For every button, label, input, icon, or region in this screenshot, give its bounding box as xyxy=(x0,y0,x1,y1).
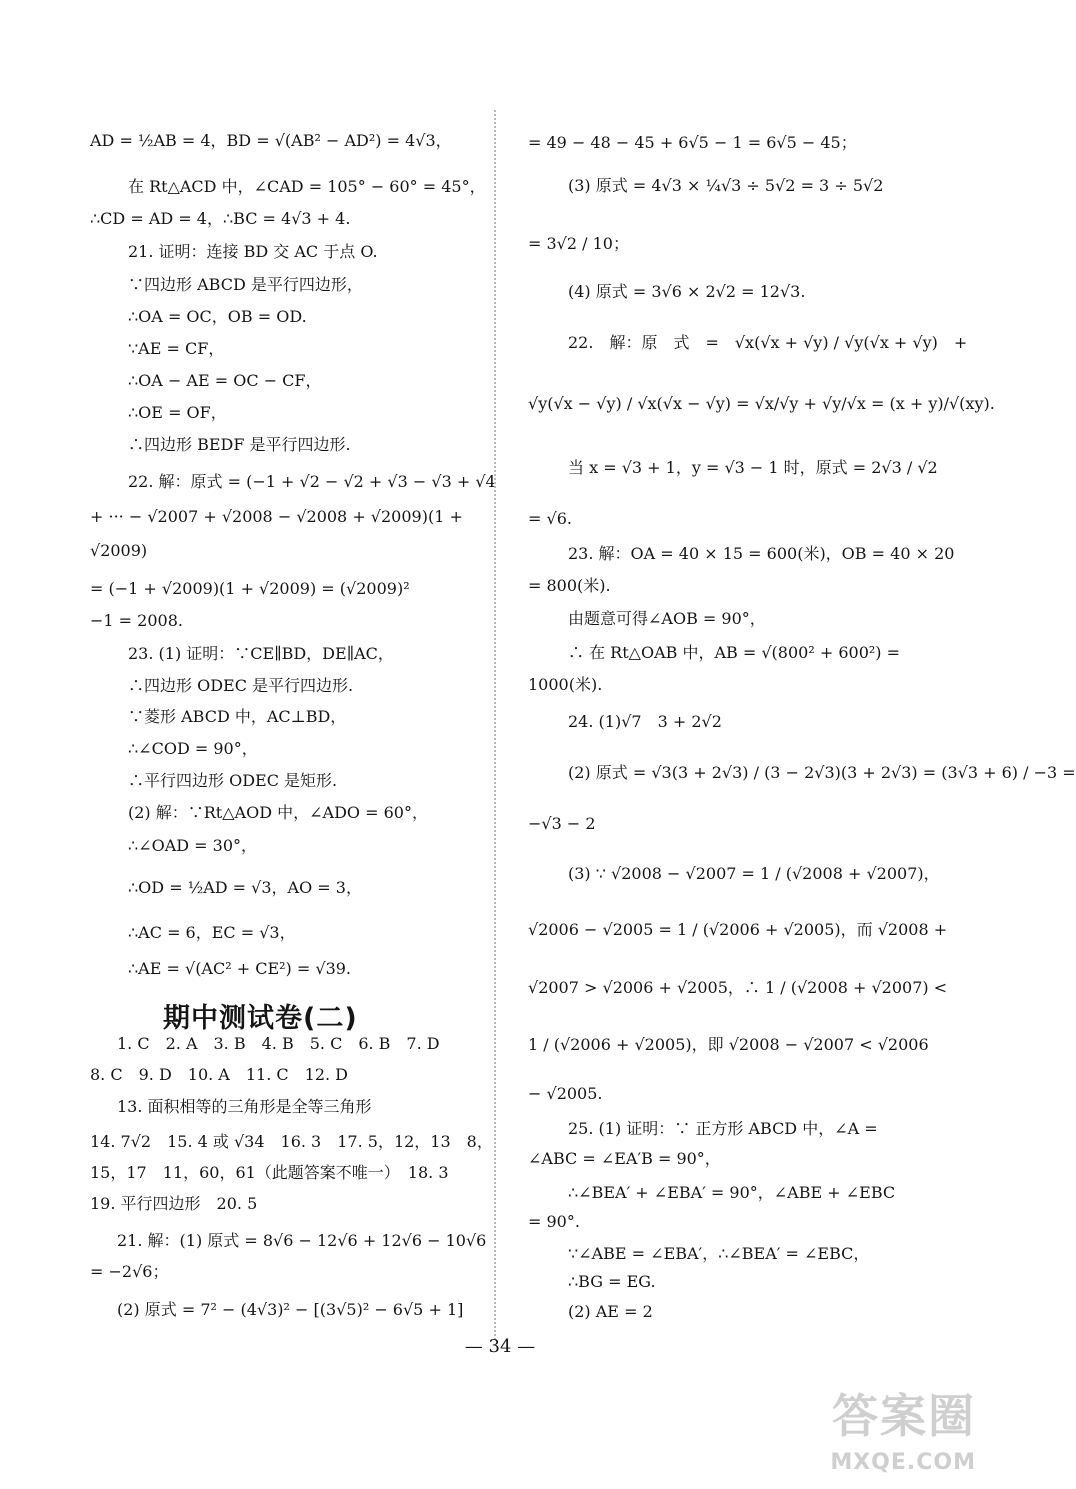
right-line-12: ∴ 在 Rt△OAB 中，AB = √(800² + 600²) = xyxy=(568,643,901,662)
left-line-24: ∴AC = 6，EC = √3， xyxy=(128,923,296,942)
left-line-1: AD = ½AB = 4，BD = √(AB² − AD²) = 4√3， xyxy=(90,131,452,150)
left-line-17: ∴四边形 ODEC 是平行四边形. xyxy=(128,676,354,695)
left-line-14: = (−1 + √2009)(1 + √2009) = (√2009)² xyxy=(90,579,410,598)
right-line-14: 24. (1)√7 3 + 2√2 xyxy=(568,712,722,731)
right-line-18: √2006 − √2005 = 1 / (√2006 + √2005)，而 √2008 + xyxy=(528,920,948,939)
left-line-9: ∴OE = OF， xyxy=(128,403,227,422)
right-line-19: √2007 > √2006 + √2005，∴ 1 / (√2008 + √2007) < xyxy=(528,978,948,997)
left-line-7: ∵AE = CF， xyxy=(128,339,225,358)
answers-line-4: 14. 7√2 15. 4 或 √34 16. 3 17. 5，12，13 8， xyxy=(90,1132,493,1151)
left-line-20: ∴平行四边形 ODEC 是矩形. xyxy=(128,771,338,790)
left-line-6: ∴OA = OC，OB = OD. xyxy=(128,307,307,326)
answers-line-1: 1. C 2. A 3. B 4. B 5. C 6. B 7. D xyxy=(117,1034,440,1053)
right-line-1: = 49 − 48 − 45 + 6√5 − 1 = 6√5 − 45； xyxy=(528,133,857,152)
answers-line-6: 19. 平行四边形 20. 5 xyxy=(90,1194,258,1213)
left-line-15: −1 = 2008. xyxy=(90,611,183,630)
left-line-3: ∴CD = AD = 4，∴BC = 4√3 + 4. xyxy=(90,209,351,228)
right-line-2: (3) 原式 = 4√3 × ¼√3 ÷ 5√2 = 3 ÷ 5√2 xyxy=(568,176,884,195)
left-line-11: 22. 解：原式 = (−1 + √2 − √2 + √3 − √3 + √4 xyxy=(128,472,496,491)
left-line-25: ∴AE = √(AC² + CE²) = √39. xyxy=(128,959,352,978)
right-line-28: (2) AE = 2 xyxy=(568,1302,653,1321)
right-line-9: 23. 解：OA = 40 × 15 = 600(米)，OB = 40 × 20 xyxy=(568,544,955,563)
left-line-16: 23. (1) 证明：∵CE∥BD，DE∥AC， xyxy=(128,644,394,663)
right-line-24: ∴∠BEA′ + ∠EBA′ = 90°，∠ABE + ∠EBC xyxy=(568,1183,896,1202)
right-line-6: √y(√x − √y) / √x(√x − √y) = √x/√y + √y/√x = (x + y)/√(xy). xyxy=(528,394,995,413)
right-line-3: = 3√2 / 10； xyxy=(528,234,629,253)
right-line-16: −√3 − 2 xyxy=(528,814,596,833)
right-line-10: = 800(米). xyxy=(528,576,611,595)
answers-line-2: 8. C 9. D 10. A 11. C 12. D xyxy=(90,1065,348,1084)
column-divider xyxy=(494,110,496,1340)
answers-line-3: 13. 面积相等的三角形是全等三角形 xyxy=(117,1097,372,1116)
right-line-27: ∴BG = EG. xyxy=(568,1272,656,1291)
right-line-23: ∠ABC = ∠EA′B = 90°， xyxy=(528,1149,721,1168)
watermark-logo xyxy=(791,1380,976,1475)
answers-line-9: (2) 原式 = 7² − (4√3)² − [(3√5)² − 6√5 + 1] xyxy=(117,1300,464,1319)
left-line-4: 21. 证明：连接 BD 交 AC 于点 O. xyxy=(128,242,378,261)
left-line-19: ∴∠COD = 90°， xyxy=(128,739,258,758)
left-line-8: ∴OA − AE = OC − CF， xyxy=(128,371,322,390)
answers-line-8: = −2√6； xyxy=(90,1262,169,1281)
left-line-12: + ··· − √2007 + √2008 − √2008 + √2009)(1 + xyxy=(90,507,463,526)
right-line-20: 1 / (√2006 + √2005)，即 √2008 − √2007 < √2006 xyxy=(528,1035,929,1054)
right-line-4: (4) 原式 = 3√6 × 2√2 = 12√3. xyxy=(568,282,806,301)
left-line-2: 在 Rt△ACD 中，∠CAD = 105° − 60° = 45°， xyxy=(128,177,486,196)
right-line-22: 25. (1) 证明：∵ 正方形 ABCD 中，∠A = xyxy=(568,1119,878,1138)
right-line-21: − √2005. xyxy=(528,1084,603,1103)
right-line-5: 22. 解：原 式 = √x(√x + √y) / √y(√x + √y) + xyxy=(568,333,968,352)
left-line-22: ∴∠OAD = 30°， xyxy=(128,836,258,855)
right-line-13: 1000(米). xyxy=(528,675,603,694)
left-line-10: ∴四边形 BEDF 是平行四边形. xyxy=(128,435,351,454)
left-line-21: (2) 解：∵Rt△AOD 中，∠ADO = 60°， xyxy=(128,803,428,822)
right-line-17: (3) ∵ √2008 − √2007 = 1 / (√2008 + √2007)， xyxy=(568,864,940,883)
answers-line-7: 21. 解：(1) 原式 = 8√6 − 12√6 + 12√6 − 10√6 xyxy=(117,1231,487,1250)
watermark-url: MXQE.COM xyxy=(830,1450,976,1475)
left-line-18: ∵菱形 ABCD 中，AC⊥BD， xyxy=(128,707,347,726)
left-line-13: √2009) xyxy=(90,541,148,560)
right-line-7: 当 x = √3 + 1，y = √3 − 1 时，原式 = 2√3 / √2 xyxy=(568,458,938,477)
right-line-26: ∵∠ABE = ∠EBA′，∴∠BEA′ = ∠EBC， xyxy=(568,1244,870,1263)
page-number: — 34 — xyxy=(464,1336,536,1357)
right-line-25: = 90°. xyxy=(528,1212,580,1231)
answers-line-5: 15，17 11，60，61（此题答案不唯一） 18. 3 xyxy=(90,1163,449,1182)
right-line-11: 由题意可得∠AOB = 90°， xyxy=(568,609,766,628)
right-line-8: = √6. xyxy=(528,509,572,528)
watermark-text: 答案圈 xyxy=(832,1389,976,1443)
left-line-23: ∴OD = ½AD = √3，AO = 3， xyxy=(128,878,362,897)
left-line-5: ∵四边形 ABCD 是平行四边形， xyxy=(128,275,363,294)
section-title: 期中测试卷(二) xyxy=(163,1003,358,1034)
right-line-15: (2) 原式 = √3(3 + 2√3) / (3 − 2√3)(3 + 2√3) = (3√3 + 6) / −3 = xyxy=(568,763,1076,782)
